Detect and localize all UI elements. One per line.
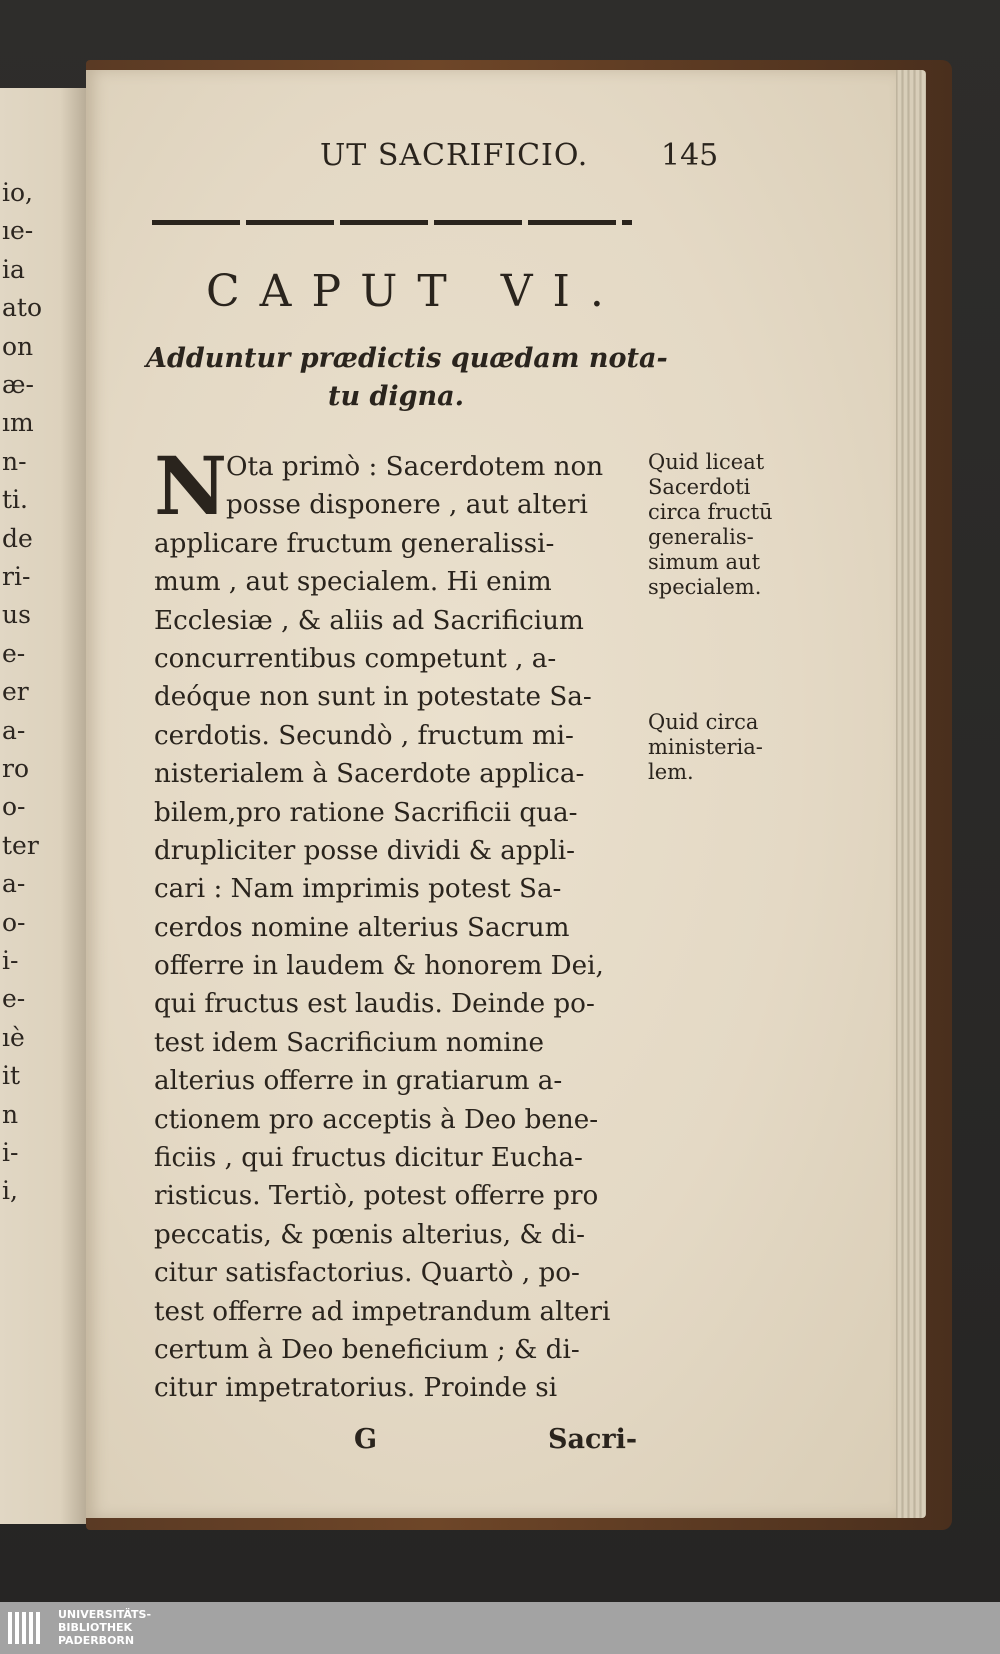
facing-page-fragment: ter [2,830,39,860]
body-line: deóque non sunt in potestate Sa- [154,682,592,713]
facing-page-fragment: ri- [2,562,31,591]
facing-page-fragment: e- [2,638,26,668]
body-line: risticus. Tertiò, potest offerre pro [154,1181,599,1212]
facing-page-fragment: æ- [2,370,34,399]
facing-page-fragment: us [2,600,31,630]
body-line: drupliciter posse dividi & appli- [154,835,575,866]
body-line: concurrentibus competunt , a- [154,643,557,674]
facing-page-fragment: de [2,523,33,553]
body-line: alterius offerre in gratiarum a- [154,1066,563,1097]
facing-page-fragment: n- [2,446,27,476]
facing-page-fragment: on [2,331,34,361]
facing-page-fragment: ro [2,754,30,783]
margin-note-line: Sacerdoti [648,475,751,499]
body-line: Ecclesiæ , & aliis ad Sacrificium [154,605,584,636]
body-text [154,439,634,1408]
chapter-subtitle [146,340,668,417]
facing-page-fragment: ato [2,293,43,323]
margin-note-line: Quid liceat [648,450,765,474]
margin-note-line: specialem. [648,575,762,599]
body-line: test offerre ad impetrandum alteri [154,1296,611,1327]
drop-cap: N [154,439,228,533]
body-line: offerre in laudem & honorem Dei, [154,951,604,982]
facing-page-fragment: i- [2,946,19,975]
running-head [236,138,736,178]
facing-page-fragment: e- [2,984,26,1014]
facing-page-fragment: o- [2,792,26,822]
library-name [58,1608,151,1647]
margin-note-line: lem. [648,760,694,784]
body-line: mum , aut specialem. Hi enim [154,567,552,598]
decorative-rule [152,220,632,225]
facing-page-fragment: ıe- [2,216,34,246]
body-line: citur satisfactorius. Quartò , po- [154,1258,580,1289]
library-footer-bar [0,1602,1000,1654]
body-line: ficiis , qui fructus dicitur Eucha- [154,1143,583,1174]
catchword: Sacri- [548,1424,638,1455]
body-line: cerdotis. Secundò , fructum mi- [154,720,574,751]
facing-page-fragment: ti. [2,485,28,515]
margin-note-line: simum aut [648,550,761,574]
facing-page-fragment: n [2,1099,19,1129]
body-line: applicare fructum generalissi- [154,528,555,559]
margin-note [648,450,818,600]
body-line: nisterialem à Sacerdote applica- [154,759,585,790]
body-line: citur impetratorius. Proinde si [154,1373,558,1404]
body-line: cari : Nam imprimis potest Sa- [154,874,562,905]
body-line: test idem Sacrificium nomine [154,1027,544,1058]
body-line: peccatis, & pœnis alterius, & di- [154,1219,585,1250]
library-name-line: PADERBORN [58,1634,135,1647]
facing-page-fragment: a- [2,869,26,899]
book-page [86,70,896,1518]
facing-page-fragment: ia [2,254,25,284]
facing-page-fragment: i, [2,1176,18,1206]
body-line: bilem,pro ratione Sacrificii qua- [154,797,578,828]
facing-page-fragment: io, [2,178,33,207]
facing-page-fragment: er [2,677,29,707]
body-line: Ota primò : Sacerdotem non [226,452,604,482]
library-name-line: BIBLIOTHEK [58,1621,133,1634]
body-line: qui fructus est laudis. Deinde po- [154,989,595,1020]
chapter-heading: CAPUT VI. [206,266,624,317]
page-number: 145 [661,138,719,173]
body-line: cerdos nomine alterius Sacrum [154,912,570,943]
facing-page-fragment: ım [2,408,34,438]
running-head-title: UT SACRIFICIO. [320,138,589,173]
facing-page-fragment: a- [2,715,26,745]
subtitle-line: tu digna. [327,381,465,413]
margin-note-line: circa fructū [648,500,773,524]
margin-note [648,710,818,785]
subtitle-line: Adduntur prædictis quædam nota- [146,343,668,374]
library-name-line: UNIVERSITÄTS- [58,1608,152,1621]
margin-note-line: ministeria- [648,735,763,759]
facing-page-fragment: ıè [2,1022,25,1052]
body-line: posse disponere , aut alteri [226,490,588,521]
body-line: certum à Deo beneficium ; & di- [154,1334,580,1365]
signature-mark: G [354,1424,378,1455]
facing-page-fragment: it [2,1061,21,1091]
body-line: ctionem pro acceptis à Deo bene- [154,1104,599,1135]
library-logo-icon [6,1608,46,1648]
facing-page-fragment: i- [2,1138,19,1167]
facing-page-fragment: o- [2,907,26,937]
margin-note-line: generalis- [648,525,754,549]
margin-note-line: Quid circa [648,710,759,734]
facing-page [0,88,88,1524]
